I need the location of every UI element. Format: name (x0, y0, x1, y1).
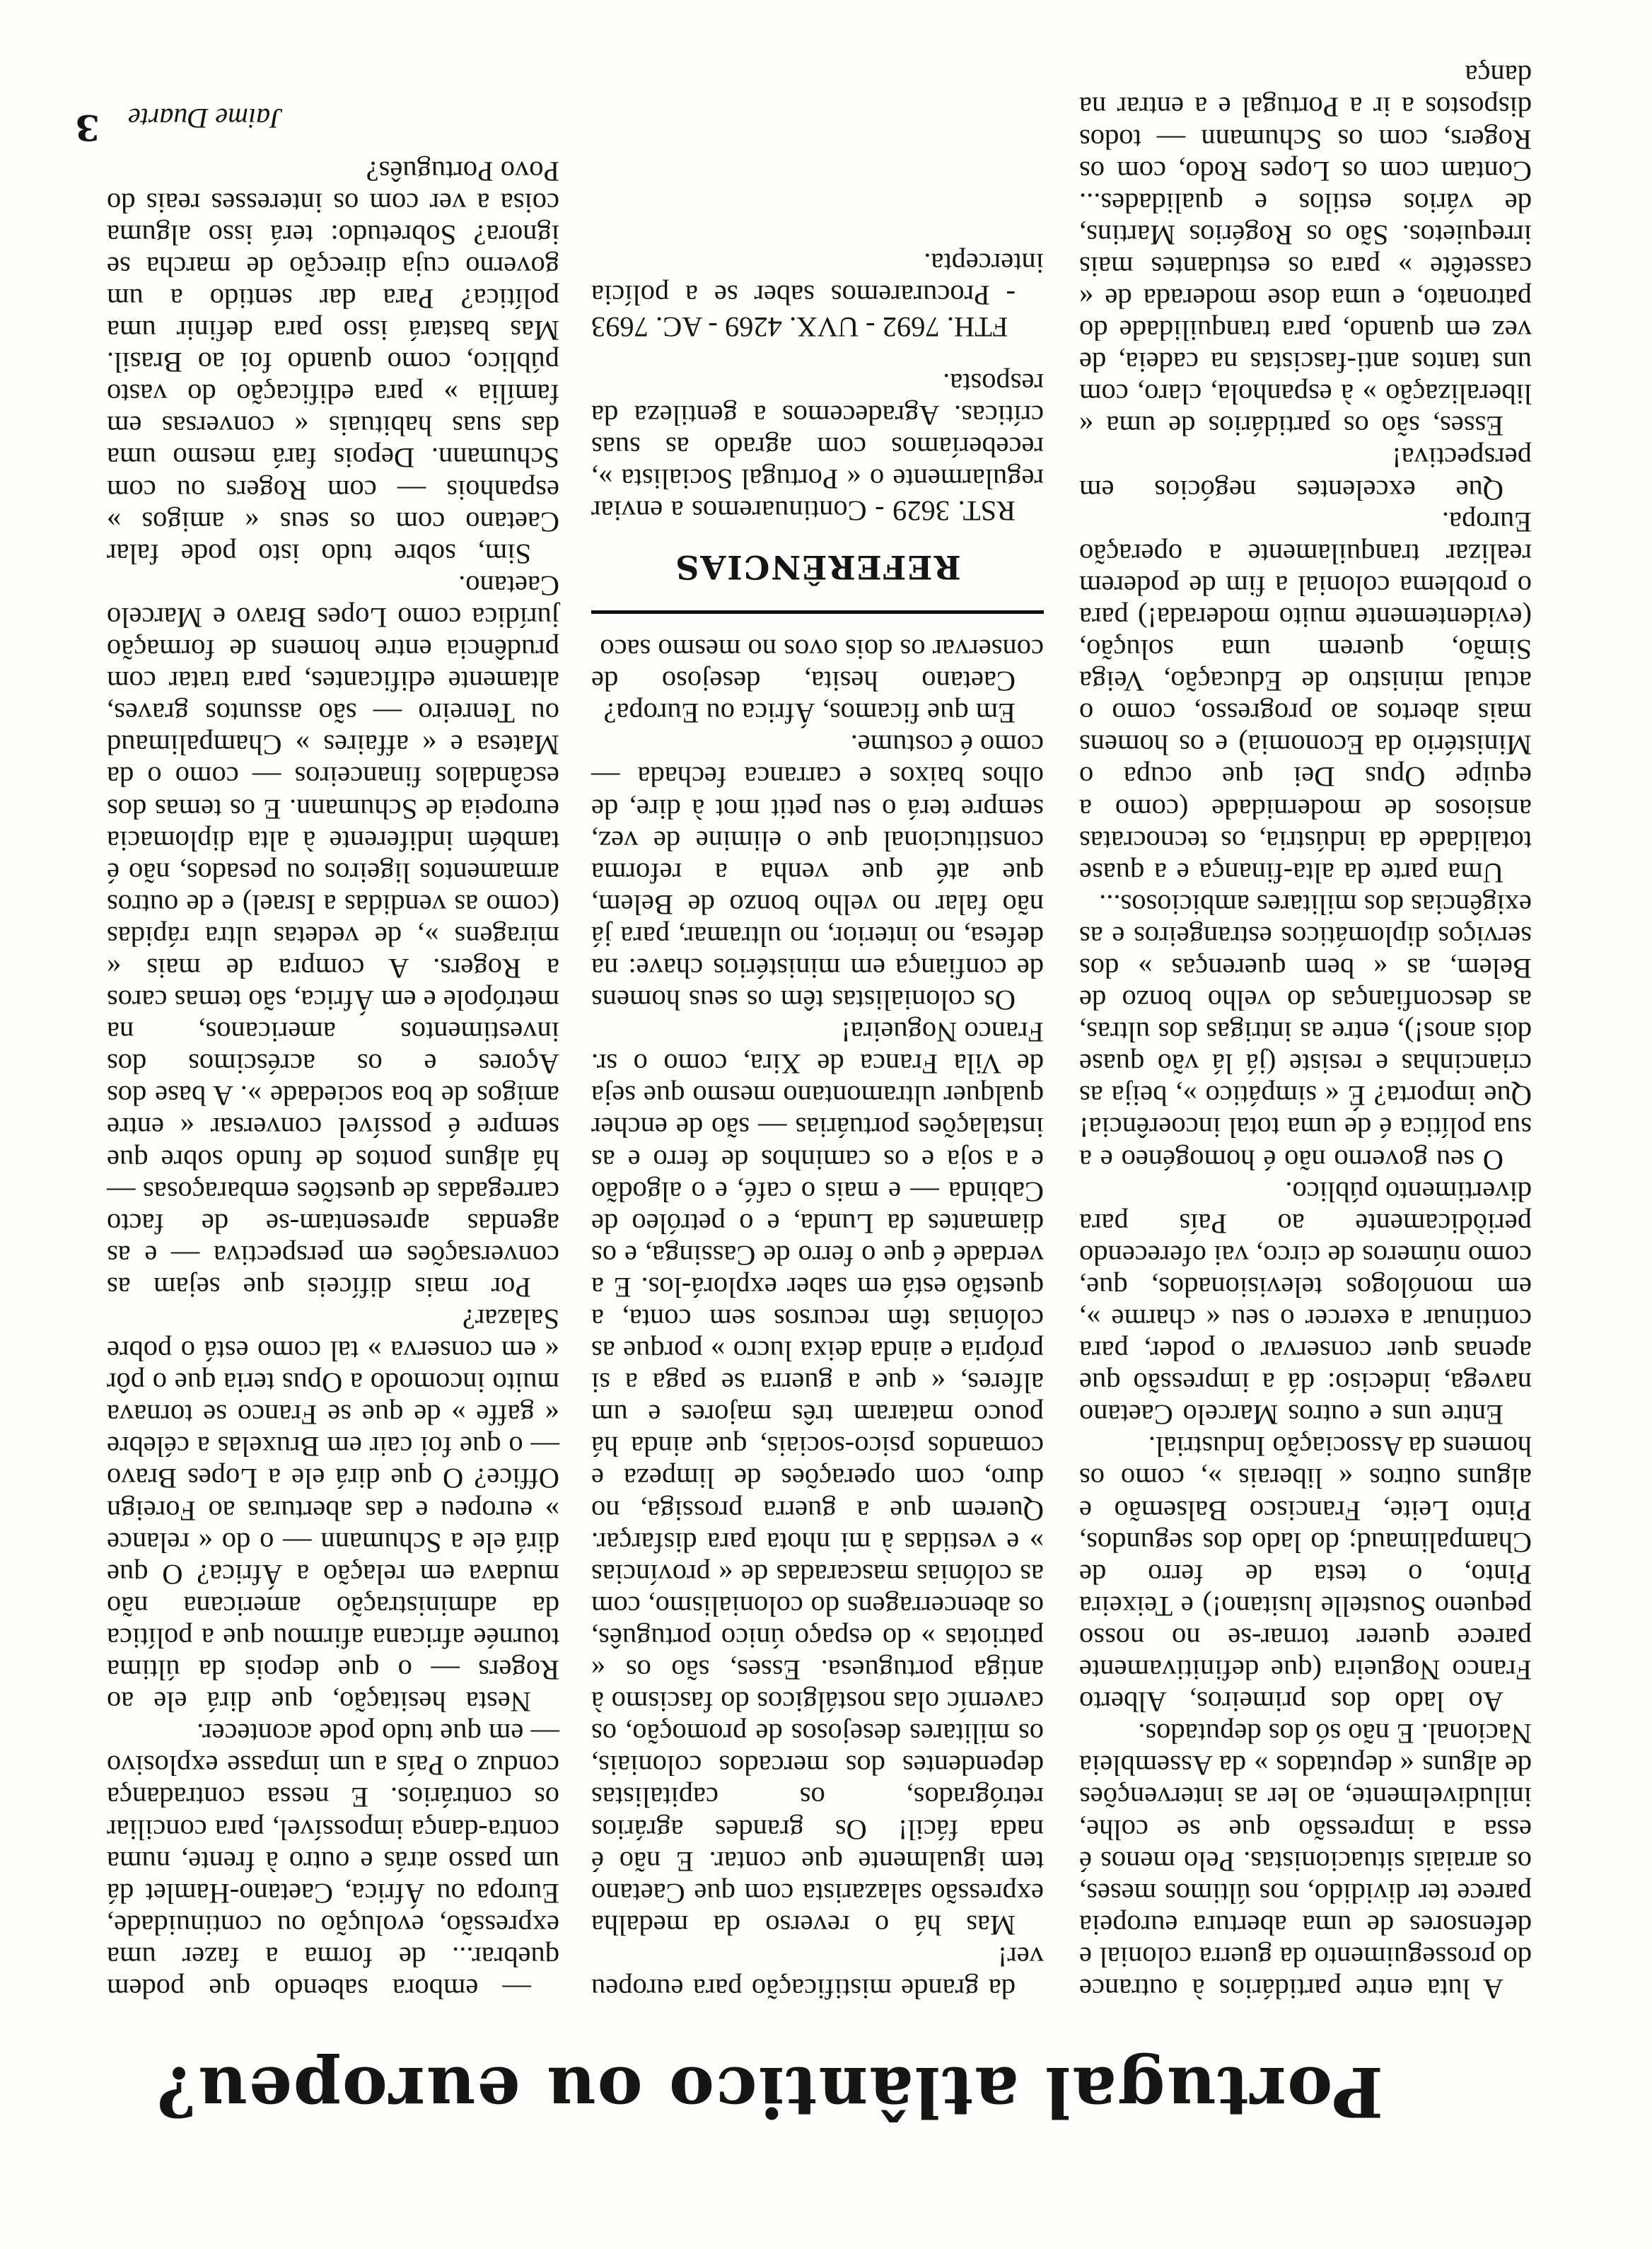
paragraph: — embora sabendo que podem quebrar... de forma a fazer uma expressão, evolução ou continuidade, Europa ou África, Caetano-Hamlet dá um passo atrás e outro à frente, numa contra-dança impossível, para conciliar os contrários. E nessa contradança conduz o País a um impasse explosivo — em que tudo pode acontecer. (107, 1718, 559, 2005)
paragraph: da grande mistificação para europeu ver! (591, 1941, 1044, 2005)
section-divider (591, 610, 1044, 614)
author-signature: Jaime Duarte (128, 102, 283, 134)
paragraph: Entre uns e outros Marcelo Caetano navega, indeciso: dá a impressão que apenas quer conservar o poder, para continuar a exercer o seu « charme », em monólogos televisionados, que, como números de circo, vai oferecendo periòdicamente ao País para divertimento público. (1079, 1175, 1532, 1431)
paragraph: Ao lado dos primeiros, Alberto Franco Nogueira (que definitivamente parece querer tornar-se no nosso pequeno Soustelle lusitano!) e Teixeira Pinto, o testa de ferro de Champalimaud; do lado dos segundos, Pinto Leite, Francisco Balsemão e alguns outros « liberais », como os homens da Associação Industrial. (1079, 1431, 1532, 1719)
paragraph: A luta entre partidários à outrance do prosseguimento da guerra colonial e defensores de uma abertura europeia parece ter dividido, nos últimos meses, os arraiais situacionistas. Pelo menos é essa a impressão que se colhe, iniludivelmente, ao ler as intervenções de alguns « deputados » da Assembleia Nacional. E não só dos deputados. (1079, 1718, 1532, 2005)
paragraph: Os colonialistas têm os seus homens de confiança em ministérios chave: na defesa, no interior, no ultramar, para já não falar no velho bonzo de Belem, que até que venha a reforma constitucional que o elimine de vez, sempre terá o seu petit mot à dire, de olhos baixos e carranca fechada — como é costume. (591, 729, 1044, 1017)
paragraph: Que excelentes negócios em perspectiva! (1079, 442, 1532, 506)
paragraph: Uma parte da alta-finança e a quase totalidade da indústria, os tecnocratas ansiosos de modernidade (como a equipe Opus Dei que ocupa o Ministério da Economia) e os homens mais abertos ao progresso, como o actual ministro de Educação, Veiga Simão, querem uma solução, (evidentemente muito moderada!) para o problema colonial a fim de poderem realizar tranquilamente a operação Europa. (1079, 506, 1532, 889)
paragraph: Nesta hesitação, que dirá ele ao Rogers — o que depois da última tournée africana afirmou que a política da administração americana não mudava em relação a África? O que dirá ele a Schumann — o do « relance » europeu e das aberturas ao Foreign Office? O que dirá ele a Lopes Bravo — o que foi cair em Bruxelas a célebre « gaffe » de que se Franco se tornava muito incomodo a Opus teria que o pôr « em conserva » tal como está o pobre Salazar? (107, 1303, 559, 1719)
paragraph: Em que ficamos, África ou Europa? (603, 697, 1016, 730)
column-3 (107, 102, 559, 2005)
page-number: 3 (75, 107, 100, 149)
reference-paragraph: - Procuraremos saber se a polícia intercepta. (591, 248, 1044, 312)
paragraph: O seu governo não é homogéneo e a sua política é de uma total incoerência! Que importa? É « simpático », beija as criancinhas e resiste (já lá vão quase dois anos!), entre as intrigas dos ultras, as desconfianças do velho bonzo de Belem, as « bem querenças » dos serviços diplomáticos estrangeiros e as exigências dos militares ambiciosos... (1079, 888, 1532, 1176)
column-2 (591, 248, 1044, 2005)
column-1 (1079, 59, 1532, 2005)
reference-paragraph: RST. 3629 - Continuaremos a enviar regularmente o « Portugal Socialista », receberíamos com agrado as suas críticas. Agradecemos a gentileza da resposta. (591, 367, 1044, 527)
paragraph: Mas há o reverso da medalha expressão salazarista com que Caetano tem igualmente que contar. E não é nada fácil! Os grandes agrários retrógrados, os capitalistas dependentes dos mercados coloniais, os militares desejosos de promoção, os caverníc olas nostálgicos do fascismo à antiga portuguesa. Esses, são os « patriotas » do espaço único português, os abencerragens do colonialismo, com as colónias mascaradas de « províncias » e vestidas à mi nhota para disfarçar. Querem que a guerra prossiga, no duro, com operações de limpeza e comandos psico-sociais, que ainda há pouco mataram três majores e um alferes, « que a guerra se paga a si própria e ainda deixa lucro » porque as colónias têm recursos sem conta, a questão está em saber explorá-los. E a verdade é que o ferro de Cassinga, e os diamantes da Lunda, e o petróleo de Cabinda — e mais o café, e o algodão e a soja e os caminhos de ferro e as instalações portuárias — são de encher qualquer ultramontano mesmo que seja de Vila Franca de Xira, como o sr. Franco Nogueira! (591, 1016, 1044, 1941)
paragraph: Por mais difíceis que sejam as conversações em perspectiva — e as agendas apresentam-se de facto carregadas de questões embaraçosas — há alguns pontos de fundo sobre que sempre é possível conversar « entre amigos de boa sociedade ». A base dos Açores e os acréscimos dos investimentos americanos, na metrópole e em África, são temas caros a Rogers. A compra de mais « miragens », de vedetas ultra rápidas (como as vendidas a Israel) e de outros armamentos ligeiros ou pesados, não é também indiferente à alta diplomacia europeia de Schumann. E os temas dos escândalos financeiros — como o da Matesa e « affaires » Champalimaud ou Tenreiro — são assuntos graves, altamente edificantes, para tratar com prudência entre homens de formação jurídica como Lopes Bravo e Marcelo Caetano. (107, 569, 559, 1303)
paragraph: Caetano hesita, desejoso de conservar os dois ovos no mesmo saco (591, 634, 1044, 698)
article-title: Portugal atlântico ou europeu? (155, 2052, 1383, 2132)
paragraph: Esses, são os partidários de uma « liberalização » à espanhola, claro, com uns tantos anti-fascistas na cadeia, de vez em quando, para tranquilidade do patronato, e uma dose moderada de « cassetête » para os estudantes mais irrequietos. São os Rogérios Martins, de vários estilos e qualidades... Contam com os Lopes Rodo, com os Rogers, com os Schumann — todos dispostos a ir a Portugal e a entrar na dança (1079, 59, 1532, 443)
reference-codes: FTH. 7692 - UVX. 4269 - AC. 7693 (591, 311, 1008, 344)
references-heading: REFERÊNCIAS (674, 547, 961, 586)
paragraph: Sim, sobre tudo isto pode falar Caetano com os seus « amigos » espanhois — com Rogers ou com Schumann. Depois fará mesmo uma das suas habituais « conversas em família » para edificação do vasto público, como quando foi ao Brasil. Mas bastará isso para definir uma política? Para dar sentido a um governo cuja direcção de marcha se ignora? Sobretudo: terá isso alguma coisa a ver com os interesses reais do Povo Português? (107, 155, 559, 570)
